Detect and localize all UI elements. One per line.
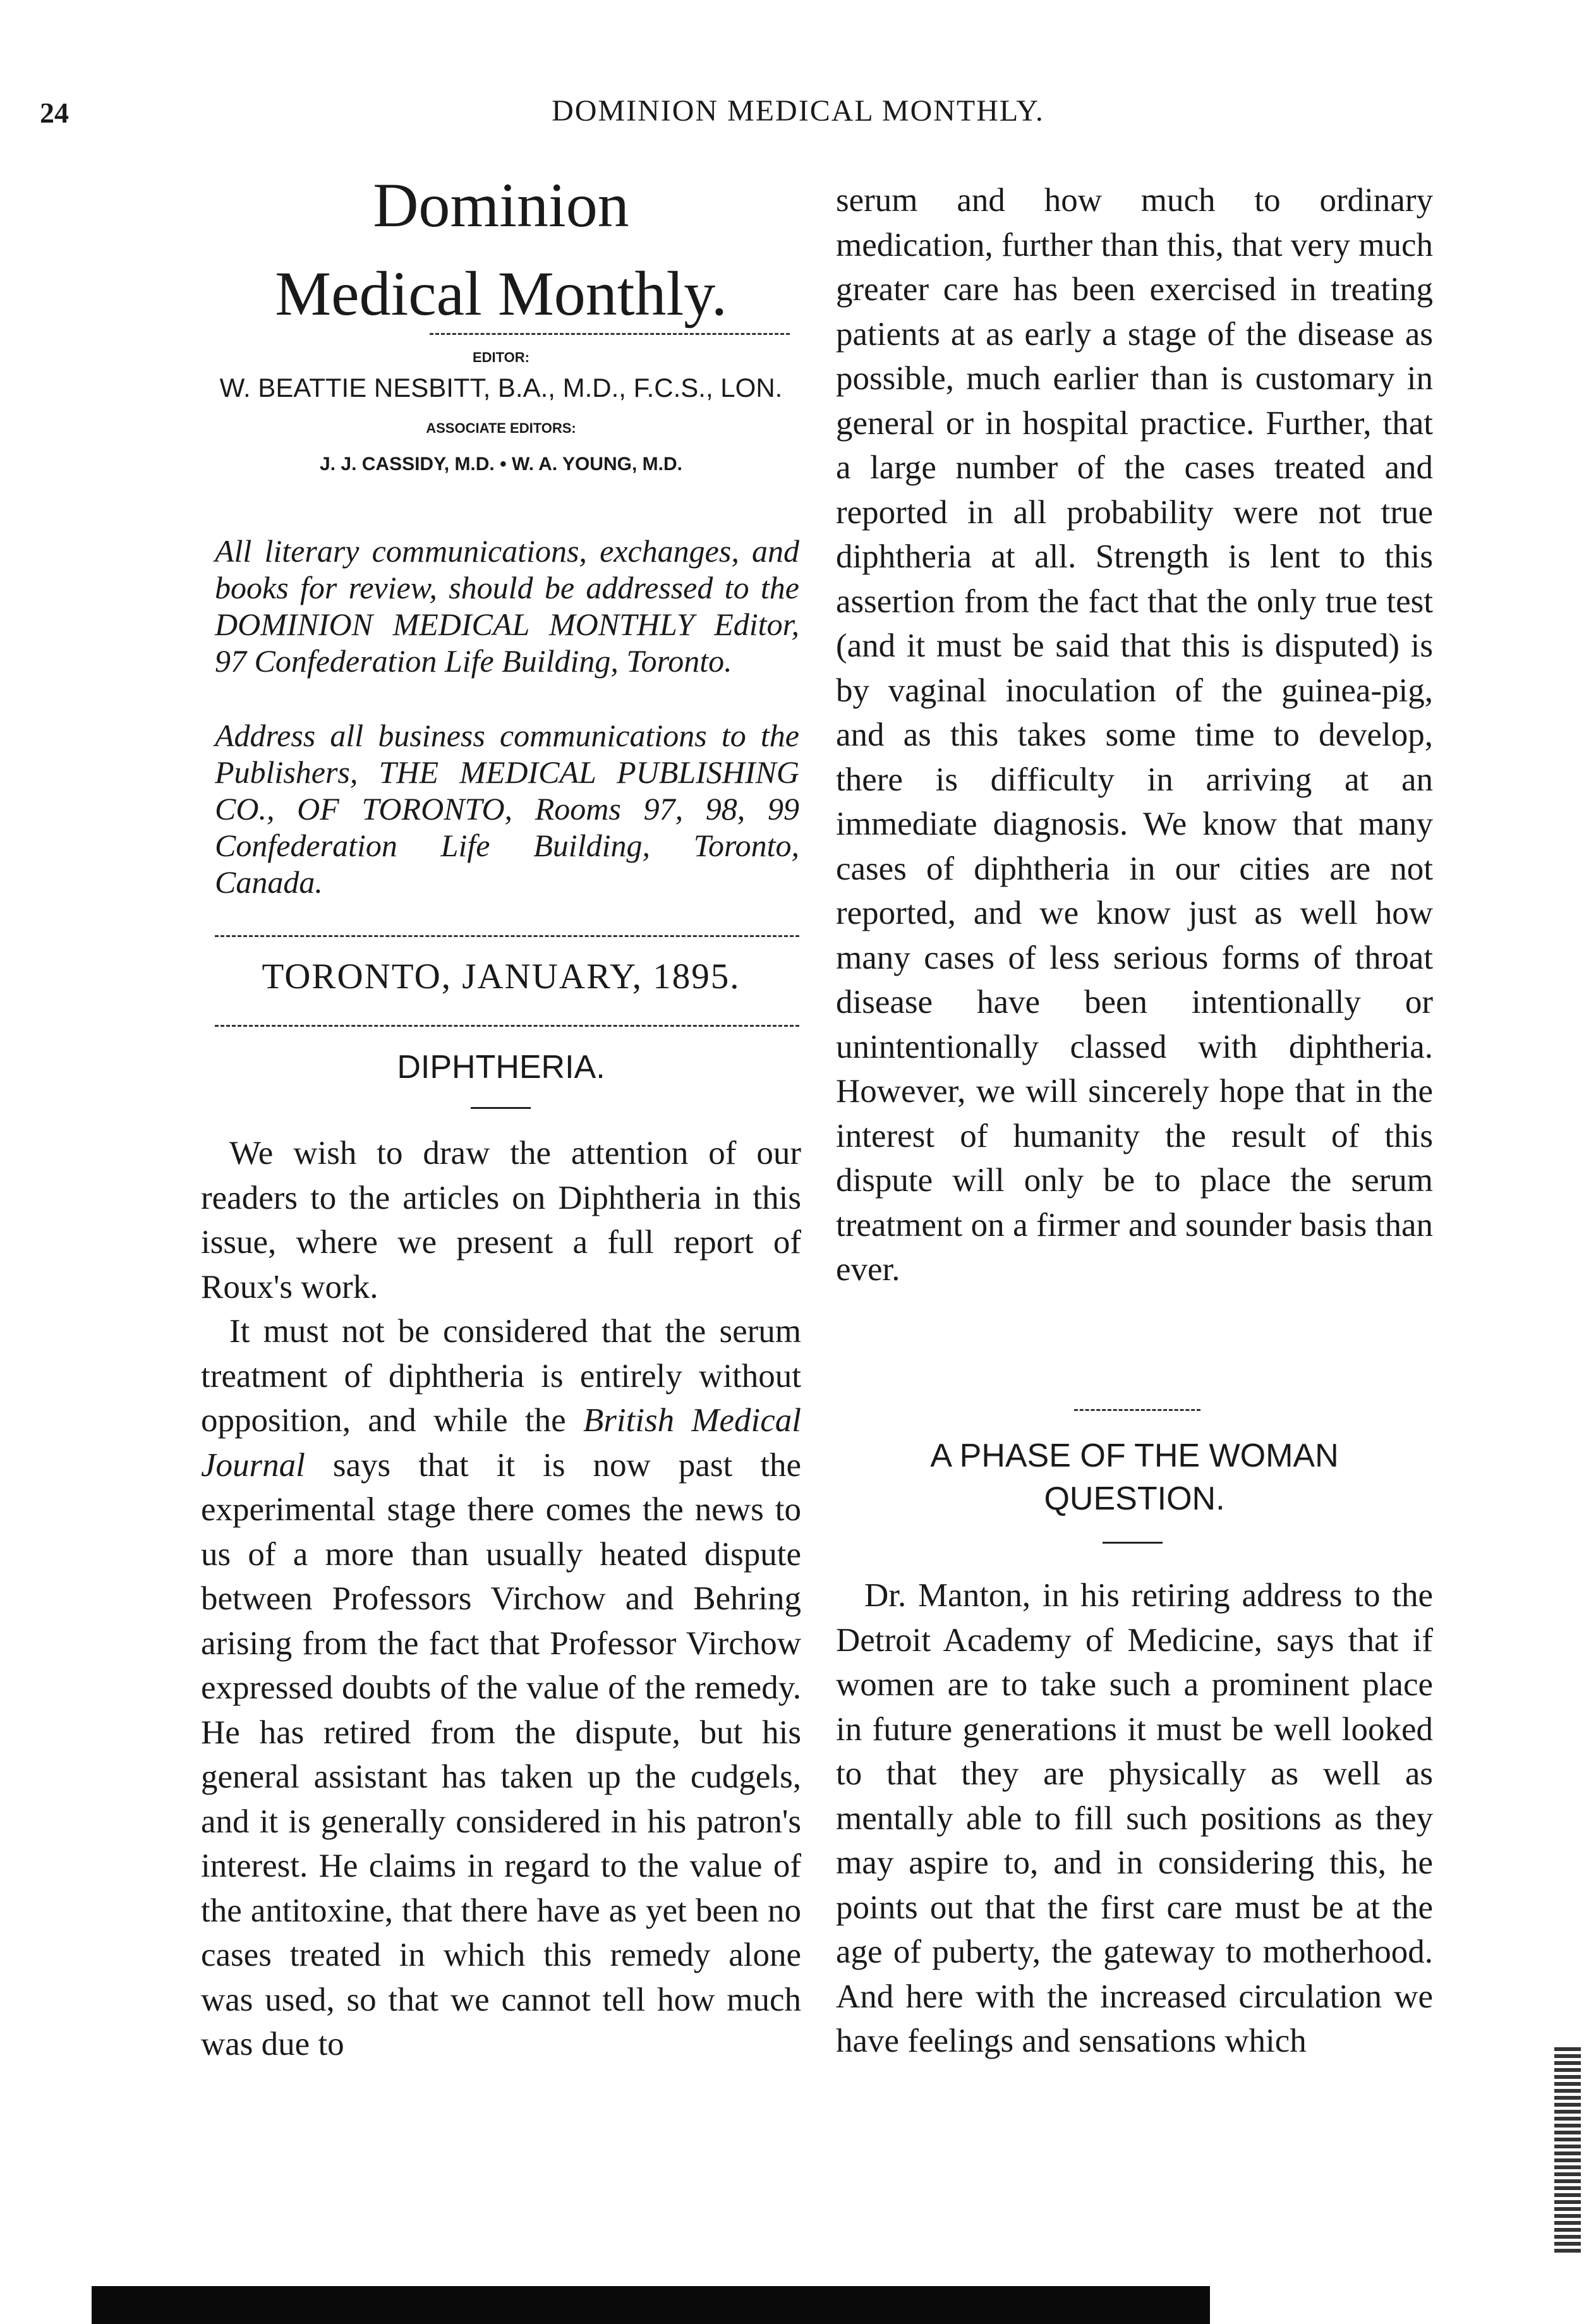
diphtheria-heading: DIPHTHERIA. [397,1049,605,1086]
business-notice: Address all business communications to the Publishers, THE MEDICAL PUBLISHING CO., OF TORONTO, Rooms 97, 98, 99 Confederation Life Building, Toronto, Canada. [215,718,799,900]
scan-binding-mark [1554,2047,1581,2256]
dateline: TORONTO, JANUARY, 1895. [262,957,741,996]
literary-notice: All literary communications, exchanges, and books for review, should be addressed to the DOMINION MEDICAL MONTHLY Editor, 97 Confederation Life Building, Toronto. [215,533,799,679]
scan-edge-shadow [92,2286,1210,2324]
masthead-line-1: Dominion [373,170,629,240]
woman-question-body [836,1573,1433,2064]
diphtheria-heading-rule [471,1107,531,1109]
woman-question-heading: A PHASE OF THE WOMAN QUESTION. [930,1437,1339,1517]
diphtheria-p2-end: says that it is now past the experimental stage there comes the news to us of a more than usually heated dispute between Professors Virchow and Behring arising from the fact that Professor Virchow expressed doubts of the value of the remedy. He has retired from the dispute, but his general assistant has taken up the cudgels, and it is generally considered in his patron's interest. He claims in regard to the value of the antitoxine, that there have as yet been no cases treated in which this remedy alone was used, so that we cannot tell how much was due to [201,1446,801,2062]
masthead-divider [430,333,790,335]
diphtheria-continued-paragraph: serum and how much to ordinary medication, further than this, that very much greater care has been exercised in treating patients at as early a stage of the disease as possible, much earlier than is customary in general or in hospital practice. Further, that a large number of the cases treated and reported in all probability were not true diphtheria at all. Strength is lent to this assertion from the fact that the only true test (and it must be said that this is disputed) is by vaginal inoculation of the guinea-pig, and as this takes some time to develop, there is difficulty in arriving at an immediate diagnosis. We know that many cases of diphtheria in our cities are not reported, and we know just as well how many cases of less serious forms of throat disease have been intentionally or unintentionally classed with diphtheria. However, we will sincerely hope that in the interest of humanity the result of this dispute will only be to place the serum treatment on a firmer and sounder basis than ever. [836,182,1433,1288]
associate-editors-names: J. J. CASSIDY, M.D. • W. A. YOUNG, M.D. [320,454,682,475]
article-divider [1074,1409,1200,1411]
diphtheria-paragraph-2 [201,1309,801,2067]
dateline-divider [215,1025,799,1027]
woman-question-heading-rule [1103,1542,1163,1544]
diphtheria-continued [836,178,1433,1292]
journal-title: British Medical Journal [201,1402,802,1484]
notice-divider [215,935,799,937]
page-number: 24 [40,97,69,129]
masthead [201,161,801,338]
associate-editors-label: ASSOCIATE EDITORS: [426,420,576,436]
masthead-line-2: Medical Monthly. [275,258,727,329]
woman-question-paragraph-1: Dr. Manton, in his retiring address to the Detroit Academy of Medicine, says that if women are to take such a prominent place in future generations it must be well looked to that they are physically as well as mentally able to fill such positions as they may aspire to, and in considering this, he points out that the first care must be at the age of puberty, the gateway to motherhood. And here with the increased circulation we have feelings and sensations which [836,1577,1433,2059]
diphtheria-p2-start: It must not be considered that the serum treatment of diphtheria is entirely without opposition, and while the [201,1313,801,1439]
editor-label: EDITOR: [472,349,530,365]
editor-name: W. BEATTIE NESBITT, B.A., M.D., F.C.S., LON. [219,373,783,402]
diphtheria-body [201,1131,801,2067]
running-head: DOMINION MEDICAL MONTHLY. [552,94,1044,128]
diphtheria-paragraph-1: We wish to draw the attention of our readers to the articles on Diphtheria in this issue, where we present a full report of Roux's work. [201,1135,801,1305]
